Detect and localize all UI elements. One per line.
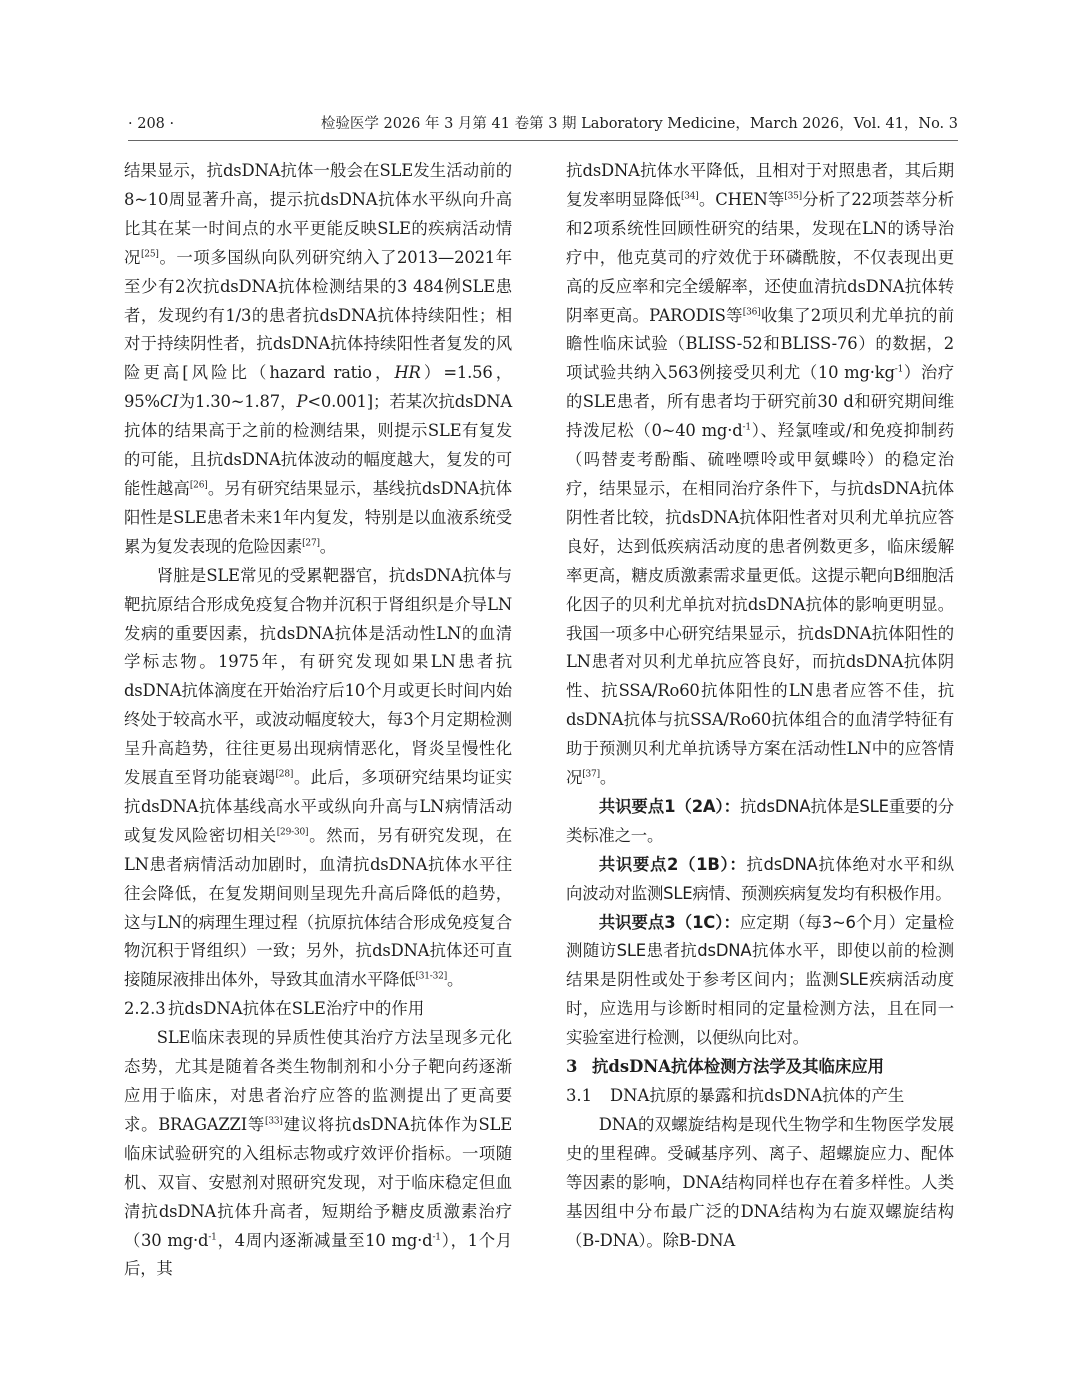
consensus-point-2: 共识要点2（1B）：抗dsDNA抗体绝对水平和纵向波动对监测SLE病情、预测疾病复发均有积极作用。 [566,854,954,903]
paragraph: 抗dsDNA抗体水平降低，且相对于对照患者，其后期复发率明显降低[34]。CHEN等[35]分析了22项荟萃分析和2项系统性回顾性研究的结果，发现在LN的诱导治疗中，他克莫司的疗效优于环磷酰胺，不仅表现出更高的反应率和完全缓解率，还使血清抗dsDNA抗体转阴率更高。PARODIS等[36]收集了2项贝利尤单抗的前瞻性临床试验（BLISS-52和BLISS-76）的数据，2项试验共纳入563例接受贝利尤（10 $mg\cdot kg^{-1}$）治疗的SLE患者，所有患者均于研究前30 d和研究期间维持泼尼松（0~40 $mg\cdot d^{-1}$）、羟氯喹或/和免疫抑制药（吗替麦考酚酯、硫唑嘌呤或甲氨蝶呤）的稳定治疗，结果显示，在相同治疗条件下，与抗dsDNA抗体阴性者比较，抗dsDNA抗体阳性者对贝利尤单抗应答良好，达到低疾病活动度的患者例数更多，临床缓解率更高，糖皮质激素需求量更低。这提示靶向B细胞活化因子的贝利尤单抗对抗dsDNA抗体的影响更明显。我国一项多中心研究结果显示，抗dsDNA抗体阳性的LN患者对贝利尤单抗应答良好，而抗dsDNA抗体阴性、抗SSA/Ro60抗体阳性的LN患者应答不佳，抗dsDNA抗体与抗SSA/Ro60抗体组合的血清学特征有助于预测贝利尤单抗诱导方案在活动性LN中的应答情况[37]。 [566,161,954,788]
paragraph: 肾脏是SLE常见的受累靶器官，抗dsDNA抗体与靶抗原结合形成免疫复合物并沉积于肾组织是介导LN发病的重要因素，抗dsDNA抗体是活动性LN的血清学标志物。1975年，有研究发现如果LN患者抗dsDNA抗体滴度在开始治疗后10个月或更长时间内始终处于较高水平，或波动幅度较大，每3个月定期检测呈升高趋势，往往更易出现病情恶化，肾炎呈慢性化发展直至肾功能衰竭[28]。此后，多项研究结果均证实抗dsDNA抗体基线高水平或纵向升高与LN病情活动或复发风险密切相关[29-30]。然而，另有研究发现，在LN患者病情活动加剧时，血清抗dsDNA抗体水平往往会降低，在复发期间则呈现先升高后降低的趋势，这与LN的病理生理过程（抗原抗体结合形成免疫复合物沉积于肾组织）一致；另外，抗dsDNA抗体还可直接随尿液排出体外，导致其血清水平降低[31-32]。 [124,565,513,990]
section-heading: 3 抗dsDNA抗体检测方法学及其临床应用 [566,1057,885,1077]
consensus-point-1: 共识要点1（2A）：抗dsDNA抗体是SLE重要的分类标准之一。 [566,796,954,845]
subsection-heading: 3.1 DNA抗原的暴露和抗dsDNA抗体的产生 [566,1086,905,1105]
citation[interactable]: [26] [189,480,208,491]
citation[interactable]: [34] [680,191,699,202]
citation[interactable]: [31-32] [415,971,448,982]
paragraph: DNA的双螺旋结构是现代生物学和生物医学发展史的里程碑。受碱基序列、离子、超螺旋应力、配体等因素的影响，DNA结构同样也存在着多样性。人类基因组中分布最广泛的DNA结构为右旋双螺旋结构（B-DNA）。除B-DNA [566,1114,954,1250]
citation[interactable]: [36] [742,307,761,318]
consensus-point-3: 共识要点3（1C）：应定期（每3~6个月）定量检测随访SLE患者抗dsDNA抗体水平，即使以前的检测结果是阴性或处于参考区间内；监测SLE疾病活动度时，应选用与诊断时相同的定量检测方法，且在同一实验室进行检测，以便纵向比对。 [566,912,954,1048]
citation[interactable]: [37] [582,769,600,780]
citation[interactable]: [27] [302,538,320,549]
citation[interactable]: [33] [265,1116,283,1127]
citation[interactable]: [25] [140,249,159,260]
page-number: · 208 · [128,116,175,132]
section-heading: 2.2.3 抗dsDNA抗体在SLE治疗中的作用 [124,999,425,1019]
right-column [566,157,954,1255]
running-header [128,113,958,135]
header-rule [128,140,958,141]
journal-citation: 检验医学 2026 年 3 月第 41 卷第 3 期 Laboratory Medicine，March 2026，Vol. 41，No. 3 [320,116,958,132]
paragraph: 结果显示，抗dsDNA抗体一般会在SLE发生活动前的8~10周显著升高，提示抗dsDNA抗体水平纵向升高比其在某一时间点的水平更能反映SLE的疾病活动情况[25]。一项多国纵向队列研究纳入了2013—2021年至少有2次抗dsDNA抗体检测结果的3 484例SLE患者，发现约有1/3的患者抗dsDNA抗体持续阳性；相对于持续阴性者，抗dsDNA抗体持续阳性者复发的风险更高[风险比（hazard ratio，HR）=1.56，95%CI为1.30~1.87，P<0.001]；若某次抗dsDNA抗体的结果高于之前的检测结果，则提示SLE有复发的可能，且抗dsDNA抗体波动的幅度越大，复发的可能性越高[26]。另有研究结果显示，基线抗dsDNA抗体阳性是SLE患者未来1年内复发，特别是以血液系统受累为复发表现的危险因素[27]。 [124,161,513,556]
citation[interactable]: [29-30] [276,827,309,838]
citation[interactable]: [35] [784,191,802,202]
paragraph: SLE临床表现的异质性使其治疗方法呈现多元化态势，尤其是随着各类生物制剂和小分子靶向药逐渐应用于临床，对患者治疗应答的监测提出了更高要求。BRAGAZZI等[33]建议将抗dsDNA抗体作为SLE临床试验研究的入组标志物或疗效评价指标。一项随机、双盲、安慰剂对照研究发现，对于临床稳定但血清抗dsDNA抗体升高者，短期给予糖皮质激素治疗（30 $mg\cdot d^{-1}$，4周内逐渐减量至10 $mg\cdot d^{-1}$），1个月后，其 [124,1028,512,1279]
citation[interactable]: [28] [275,769,294,780]
left-column [124,157,512,1284]
